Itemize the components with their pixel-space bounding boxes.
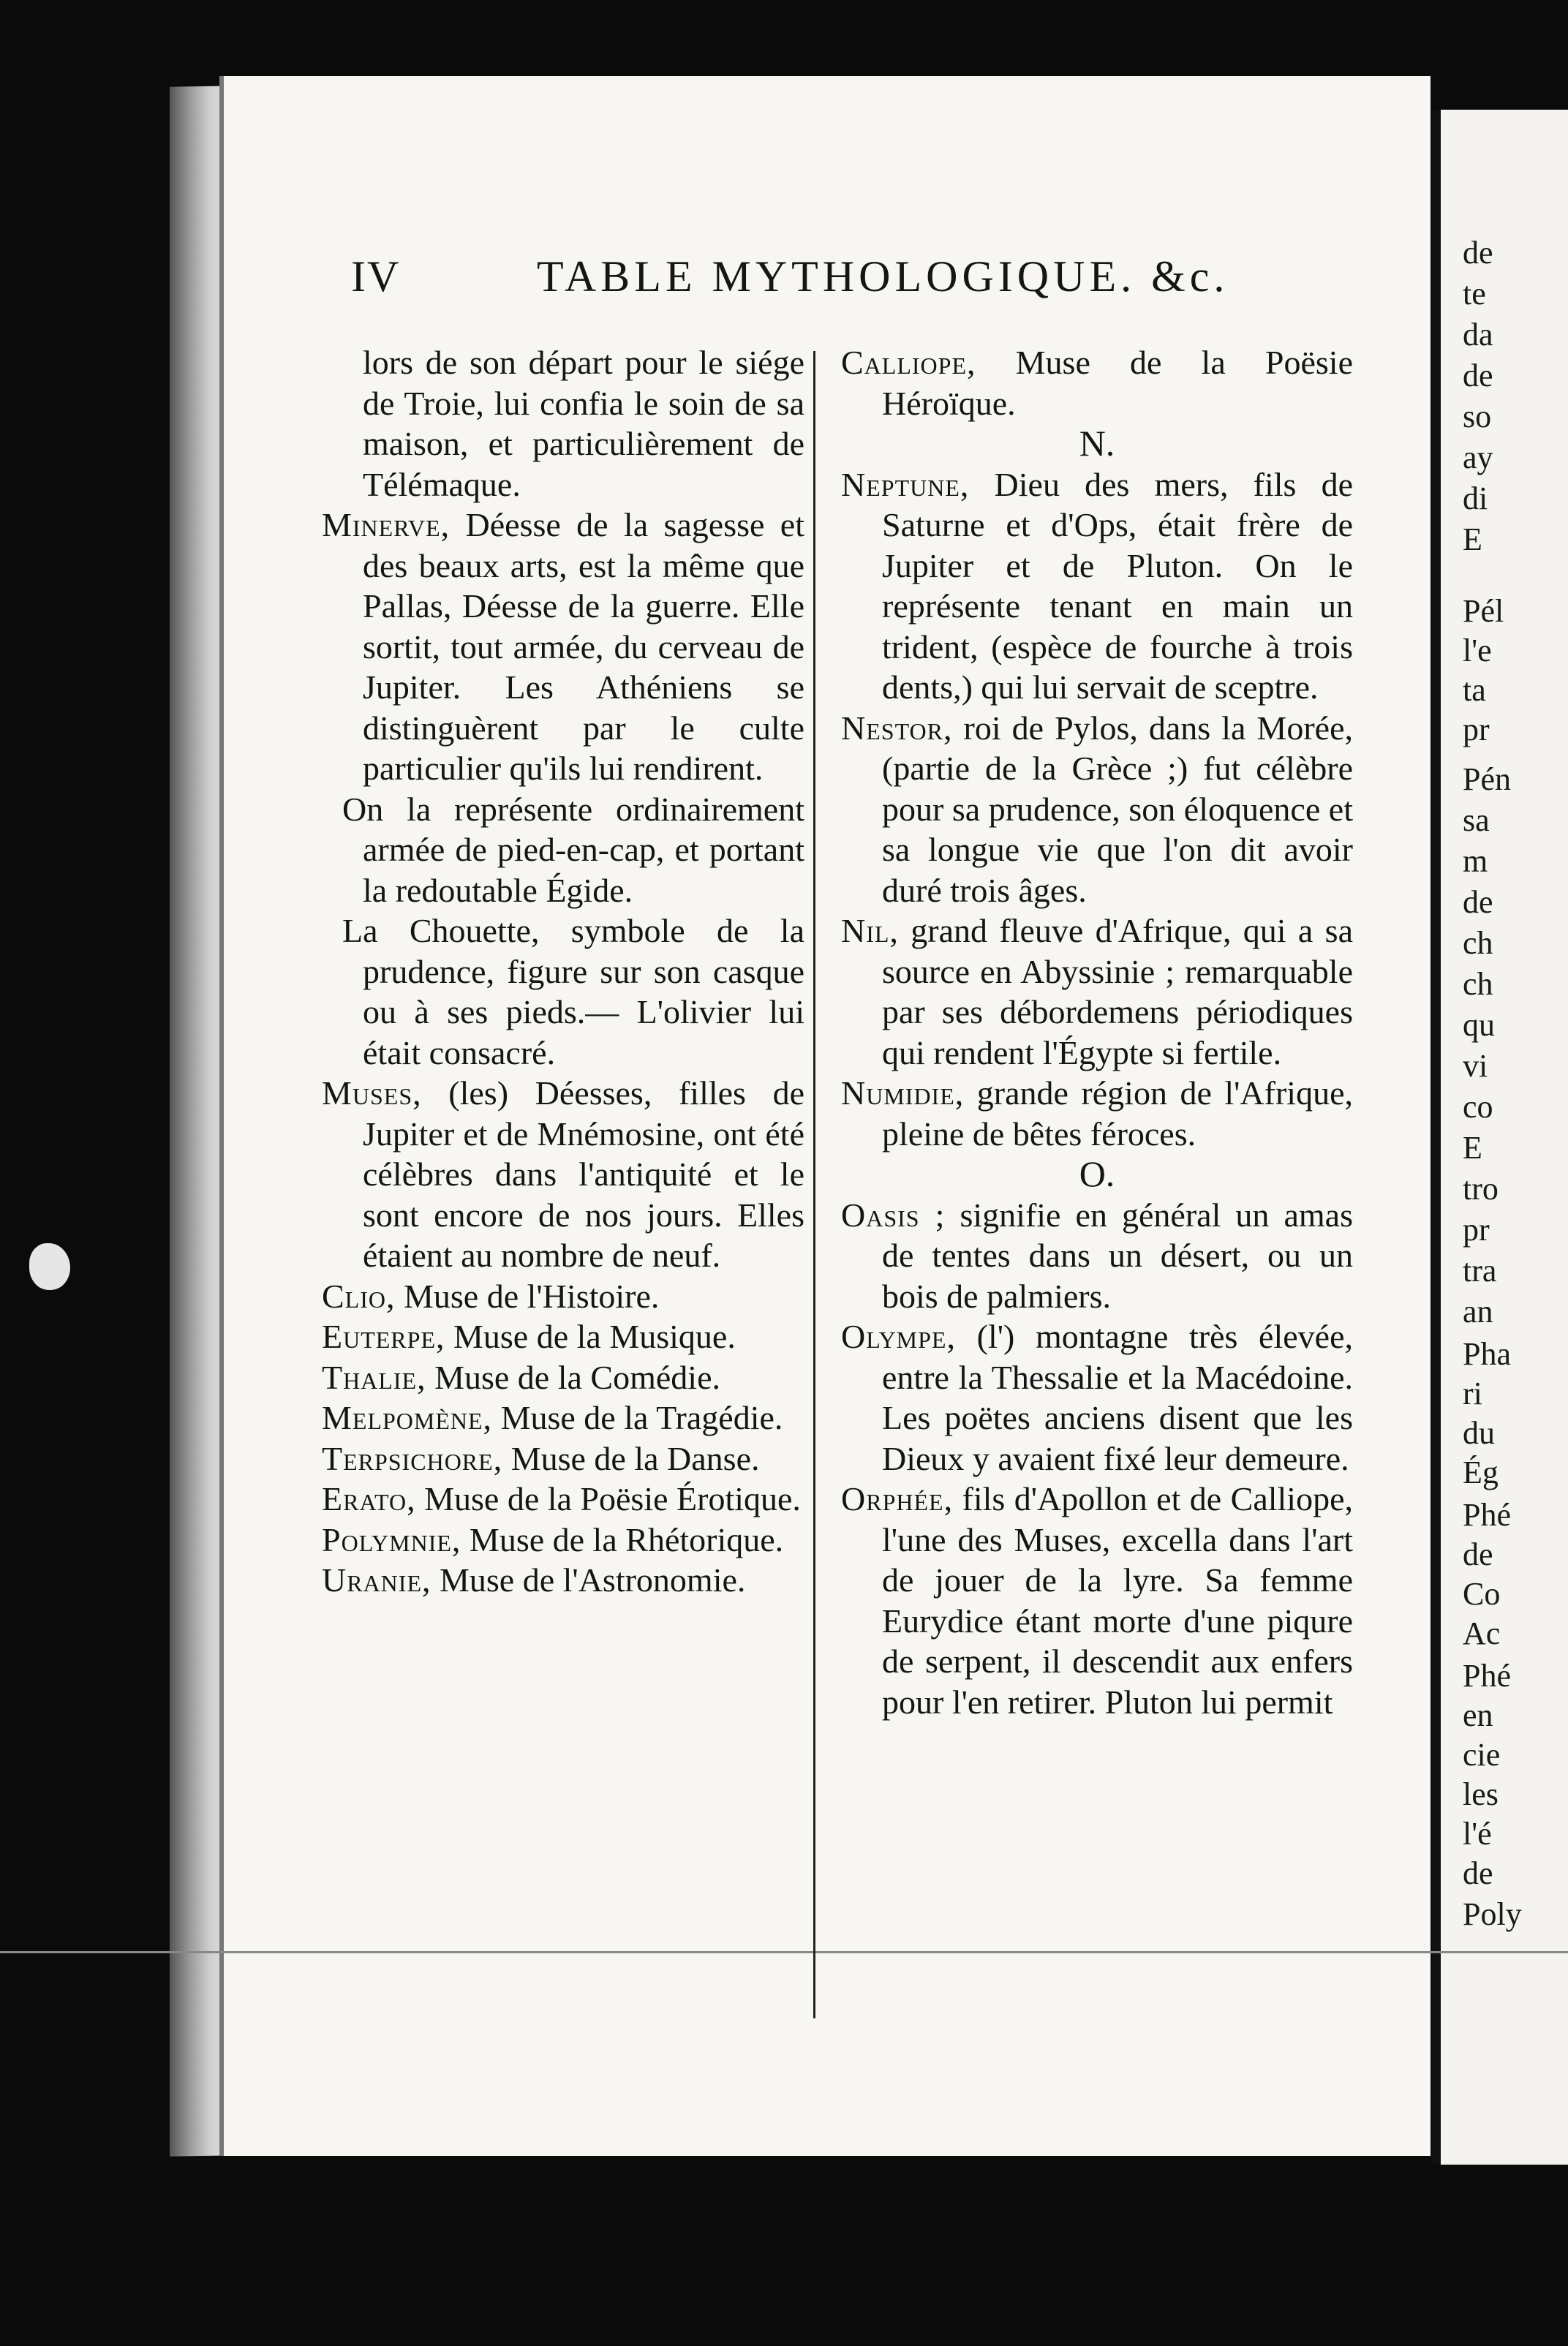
dictionary-entry (841, 464, 1353, 708)
facing-page-fragment: pr (1463, 1212, 1490, 1248)
section-letter: O. (1079, 1153, 1115, 1194)
left-column (322, 342, 804, 1601)
section-letter: N. (1079, 423, 1115, 464)
facing-page-fragment: de (1463, 235, 1493, 271)
facing-page (1432, 110, 1568, 2165)
running-title: TABLE MYTHOLOGIQUE. &c. (537, 252, 1229, 301)
entry-text: Muse de la Poësie Héroïque. (882, 344, 1353, 422)
dictionary-entry (841, 1479, 1353, 1722)
entry-text: Muse de la Poësie Érotique. (415, 1480, 801, 1517)
entry-text: Muse de la Rhétorique. (461, 1520, 784, 1558)
facing-page-fragment: tro (1463, 1171, 1499, 1207)
entry-text: grand fleuve d'Afrique, qui a sa source en Abyssinie ; remarquable par ses débordemens périodiques qui rendent l'Égypte si fertile. (882, 912, 1353, 1071)
entry-headword: Clio, (322, 1277, 396, 1315)
facing-page-fragment: an (1463, 1294, 1493, 1329)
dictionary-entry (322, 1357, 804, 1398)
scan-line-artifact (0, 1951, 1568, 1953)
facing-page-fragment: di (1463, 480, 1488, 516)
dictionary-entry (322, 505, 804, 789)
facing-page-fragment: tra (1463, 1253, 1497, 1289)
entry-text: Dieu des mers, fils de Saturne et d'Ops, était frère de Jupiter et de Pluton. On le représente tenant en main un trident, (espèce de fourche à trois dents,) qui lui servait de sceptre. (882, 465, 1353, 706)
facing-page-fragment: te (1463, 276, 1486, 312)
facing-page-fragment: cie (1463, 1737, 1501, 1773)
entry-text: On la représente ordinairement armée de pied-en-cap, et portant la redoutable Égide. (342, 790, 804, 909)
entry-text: Muse de la Comédie. (426, 1358, 720, 1396)
dictionary-entry (322, 1073, 804, 1276)
facing-page-fragment: les (1463, 1776, 1499, 1812)
facing-page-fragment: so (1463, 399, 1492, 434)
facing-page-fragment: l'é (1463, 1816, 1492, 1852)
entry-text: Muse de la Danse. (502, 1439, 760, 1477)
dictionary-entry (841, 1195, 1353, 1317)
dictionary-entry (322, 1560, 804, 1601)
facing-page-fragment: de (1463, 358, 1493, 393)
entry-text: Muse de l'Astronomie. (431, 1561, 746, 1599)
facing-page-fragment: de (1463, 884, 1493, 920)
facing-page-fragment: m (1463, 843, 1488, 879)
entry-text: La Chouette, symbole de la prudence, figure sur son casque ou à ses pieds.— L'olivier lui était consacré. (342, 912, 804, 1071)
facing-page-fragment: ri (1463, 1376, 1482, 1411)
dictionary-entry (322, 1276, 804, 1317)
facing-page-fragment: Phé (1463, 1497, 1511, 1533)
dictionary-entry (322, 1438, 804, 1479)
entry-headword: Nestor, (841, 709, 953, 747)
facing-page-fragment: Co (1463, 1576, 1501, 1612)
facing-page-fragment: co (1463, 1089, 1493, 1125)
facing-page-fragment: ay (1463, 440, 1493, 475)
entry-text: Muse de la Musique. (445, 1318, 736, 1355)
dictionary-entry (322, 1398, 804, 1438)
facing-page-fragment: Phé (1463, 1658, 1511, 1694)
entry-text: lors de son départ pour le siége de Troie, lui confia le soin de sa maison, et particulièrement de Télémaque. (363, 344, 804, 503)
entry-headword: Orphée, (841, 1480, 954, 1517)
entry-headword: Polymnie, (322, 1520, 461, 1558)
entry-text: Muse de la Tragédie. (492, 1399, 783, 1436)
dictionary-entry (841, 910, 1353, 1073)
entry-headword: Oasis ; (841, 1196, 946, 1234)
facing-page-fragment: Pén (1463, 761, 1511, 797)
entry-headword: Euterpe, (322, 1318, 445, 1355)
facing-page-fragment: de (1463, 1536, 1493, 1572)
facing-page-fragment: E (1463, 1130, 1482, 1166)
facing-page-fragment: da (1463, 317, 1493, 352)
entry-text: grande région de l'Afrique, pleine de bêtes féroces. (882, 1074, 1353, 1153)
facing-page-fragment: qu (1463, 1007, 1495, 1043)
entry-paragraph (322, 789, 804, 911)
facing-page-fragment: ta (1463, 672, 1486, 708)
facing-page-fragment: l'e (1463, 633, 1492, 668)
facing-page-fragment: pr (1463, 712, 1490, 747)
facing-page-fragment: en (1463, 1697, 1493, 1733)
column-divider (813, 351, 815, 2018)
facing-page-fragment: sa (1463, 802, 1490, 838)
entry-text: (les) Déesses, filles de Jupiter et de Mnémosine, ont été célèbres dans l'antiquité et le sont encore de nos jours. Elles étaient au nombre de neuf. (363, 1074, 804, 1274)
entry-text: Déesse de la sagesse et des beaux arts, est la même que Pallas, Déesse de la guerre. Elle sortit, tout armée, du cerveau de Jupiter. Les Athéniens se distinguèrent par le culte particulier qu'ils lui rendirent. (363, 506, 804, 787)
facing-page-fragment: Ég (1463, 1455, 1499, 1490)
dictionary-entry (841, 708, 1353, 911)
entry-headword: Terpsichore, (322, 1439, 503, 1477)
facing-page-fragment: vi (1463, 1048, 1488, 1084)
dictionary-entry (841, 1316, 1353, 1479)
right-column (841, 342, 1353, 1722)
entry-headword: Melpomène, (322, 1399, 493, 1436)
facing-page-fragment: ch (1463, 925, 1493, 961)
facing-page-fragment: du (1463, 1415, 1495, 1451)
facing-page-fragment: Pél (1463, 593, 1504, 629)
entry-headword: Neptune, (841, 465, 970, 503)
entry-headword: Muses, (322, 1074, 422, 1112)
entry-headword: Olympe, (841, 1318, 956, 1355)
entry-text: signifie en général un amas de tentes dans un désert, ou un bois de palmiers. (882, 1196, 1353, 1315)
entry-headword: Calliope, (841, 344, 976, 381)
entry-text: roi de Pylos, dans la Morée, (partie de la Grèce ;) fut célèbre pour sa prudence, son éloquence et sa longue vie que l'on dit avoir duré trois âges. (882, 709, 1353, 909)
dictionary-entry (322, 1479, 804, 1520)
entry-headword: Uranie, (322, 1561, 431, 1599)
entry-headword: Minerve, (322, 506, 451, 543)
facing-page-fragment: E (1463, 521, 1482, 557)
page-number: IV (351, 252, 401, 301)
scan-artifact (29, 1243, 70, 1290)
dictionary-entry (322, 1520, 804, 1561)
dictionary-entry (841, 1073, 1353, 1154)
entry-headword: Erato, (322, 1480, 416, 1517)
entry-headword: Numidie, (841, 1074, 965, 1112)
entry-text: fils d'Apollon et de Calliope, l'une des Muses, excella dans l'art de jouer de la lyre. Sa femme Eurydice étant morte d'une piqure de serpent, il descendit aux enfers pour l'en retirer. Pluton lui permit (882, 1480, 1353, 1721)
entry-text: Muse de l'Histoire. (395, 1277, 660, 1315)
entry-headword: Thalie, (322, 1358, 426, 1396)
facing-page-fragment: Pha (1463, 1336, 1511, 1372)
facing-page-fragment: ch (1463, 966, 1493, 1002)
entry-headword: Nil, (841, 912, 899, 949)
entry-paragraph (322, 342, 804, 505)
page-header (351, 252, 1229, 310)
facing-page-fragment: Poly (1463, 1896, 1522, 1932)
facing-page-fragment: de (1463, 1855, 1493, 1891)
entry-text: (l') montagne très élevée, entre la Thessalie et la Macédoine. Les poëtes anciens disent que les Dieux y avaient fixé leur demeure. (882, 1318, 1353, 1477)
dictionary-entry (841, 342, 1353, 423)
facing-page-fragment: Ac (1463, 1615, 1501, 1651)
dictionary-entry (322, 1316, 804, 1357)
entry-paragraph (322, 910, 804, 1073)
